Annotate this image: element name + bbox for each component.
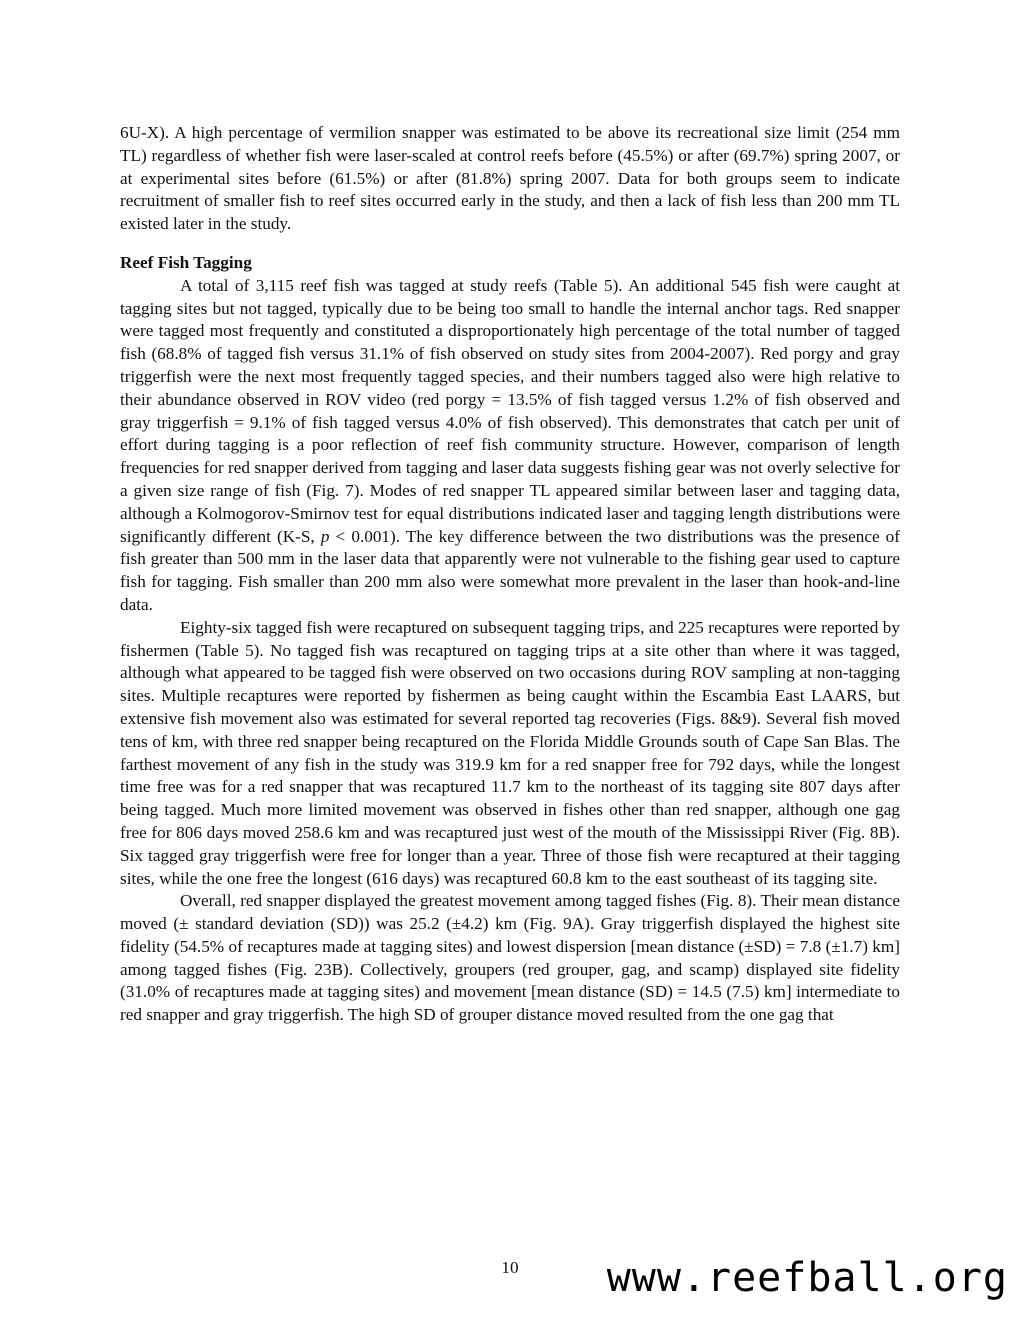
- paragraph-movement: Overall, red snapper displayed the greatest movement among tagged fishes (Fig. 8). Their mean distance moved (± standard deviation (SD)) was 25.2 (±4.2) km (Fig. 9A). Gray triggerfish displayed the highest site fidelity (54.5% of recaptures made at tagging sites) and lowest dispersion [mean distance (±SD) = 7.8 (±1.7) km] among tagged fishes (Fig. 23B). Collectively, groupers (red grouper, gag, and scamp) displayed site fidelity (31.0% of recaptures made at tagging sites) and movement [mean distance (SD) = 14.5 (7.5) km] intermediate to red snapper and gray triggerfish. The high SD of grouper distance moved resulted from the one gag that: [120, 891, 900, 1025]
- section-heading: Reef Fish Tagging: [120, 252, 252, 272]
- p-value-symbol: p: [320, 526, 330, 546]
- document-body: [120, 122, 900, 1027]
- paragraph-text: < 0.001). The key difference between the two distributions was the presence of fish greater than 500 mm in the laser data that apparently were not vulnerable to the fishing gear used to capture fish for tagging. Fish smaller than 200 mm also were somewhat more prevalent in the laser than hook-and-line data.: [120, 526, 901, 614]
- paragraph-recaptures: Eighty-six tagged fish were recaptured on subsequent tagging trips, and 225 recaptures were reported by fishermen (Table 5). No tagged fish was recaptured on tagging trips at a site other than where it was tagged, although what appeared to be tagged fish were observed on two occasions during ROV sampling at non-tagging sites. Multiple recaptures were reported by fishermen as being caught within the Escambia East LAARS, but extensive fish movement also was estimated for several reported tag recoveries (Figs. 8&9). Several fish moved tens of km, with three red snapper being recaptured on the Florida Middle Grounds south of Cape San Blas. The farthest movement of any fish in the study was 319.9 km for a red snapper free for 792 days, while the longest time free was for a red snapper that was recaptured 11.7 km to the northeast of its tagging site 807 days after being tagged. Much more limited movement was observed in fishes other than red snapper, although one gag free for 806 days moved 258.6 km and was recaptured just west of the mouth of the Mississippi River (Fig. 8B). Six tagged gray triggerfish were free for longer than a year. Three of those fish were recaptured at their tagging sites, while the one free the longest (616 days) was recaptured 60.8 km to the east southeast of its tagging site.: [120, 617, 900, 888]
- paragraph-text: A total of 3,115 reef fish was tagged at study reefs (Table 5). An additional 545 fish were caught at tagging sites but not tagged, typically due to be being too small to handle the internal anchor tags. Red snapper were tagged most frequently and constituted a disproportionately high percentage of the total number of tagged fish (68.8% of tagged fish versus 31.1% of fish observed on study sites from 2004-2007). Red porgy and gray triggerfish were the next most frequently tagged species, and their numbers tagged also were high relative to their abundance observed in ROV video (red porgy = 13.5% of fish tagged versus 1.2% of fish observed and gray triggerfish = 9.1% of fish tagged versus 4.0% of fish observed). This demonstrates that catch per unit of effort during tagging is a poor reflection of reef fish community structure. However, comparison of length frequencies for red snapper derived from tagging and laser data suggests fishing gear was not overly selective for a given size range of fish (Fig. 7). Modes of red snapper TL appeared similar between laser and tagging data, although a Kolmogorov-Smirnov test for equal distributions indicated laser and tagging length distributions were significantly different (K-S,: [120, 275, 900, 546]
- page-number: 10: [501, 1258, 519, 1277]
- intro-paragraph: 6U-X). A high percentage of vermilion snapper was estimated to be above its recreational size limit (254 mm TL) regardless of whether fish were laser-scaled at control reefs before (45.5%) or after (69.7%) spring 2007, or at experimental sites before (61.5%) or after (81.8%) spring 2007. Data for both groups seem to indicate recruitment of smaller fish to reef sites occurred early in the study, and then a lack of fish less than 200 mm TL existed later in the study.: [120, 123, 900, 234]
- paragraph-tagging-summary: [120, 275, 900, 617]
- watermark-url: www.reefball.org: [606, 1255, 1008, 1301]
